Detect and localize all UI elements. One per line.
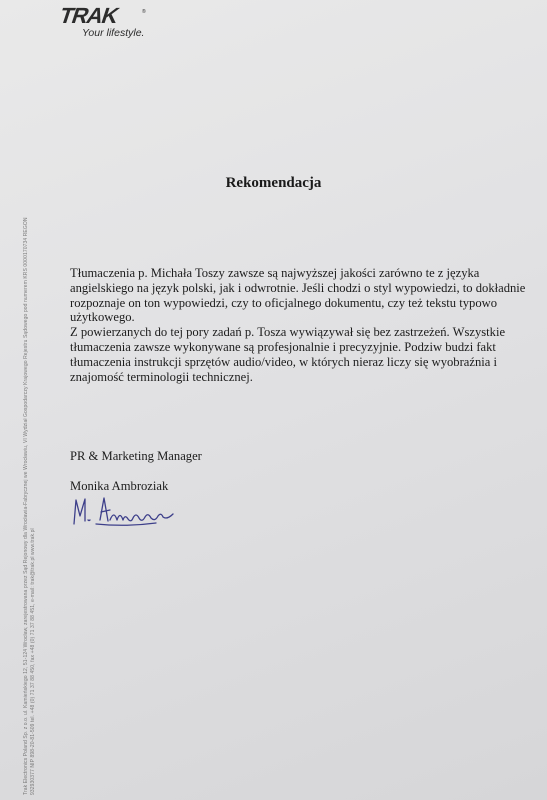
body-line: rozpoznaje on ton wypowiedzi, czy to oficjalnego dokumentu, czy też tekstu typowo bbox=[70, 295, 498, 310]
svg-text:®: ® bbox=[142, 9, 146, 15]
body-line: znajomość terminologii technicznej. bbox=[70, 369, 253, 384]
signer-role: PR & Marketing Manager bbox=[70, 449, 202, 463]
signature-block bbox=[70, 449, 202, 494]
body-line: Tłumaczenia p. Michała Toszy zawsze są najwyższej jakości zarówno te z języka bbox=[70, 266, 480, 280]
body-line: tłumaczenia zawsze wykonywane są profesjonalnie i precyzyjnie. Podziw budzi fakt bbox=[70, 339, 496, 354]
signer-name: Monika Ambroziak bbox=[70, 479, 169, 493]
svg-text:TRAK: TRAK bbox=[56, 4, 122, 28]
company-registration-strip bbox=[23, 195, 39, 795]
company-logo bbox=[52, 4, 162, 40]
body-line: użytkowego. bbox=[70, 310, 135, 325]
body-line: angielskiego na język polski, jak i odwrotnie. Jeśli chodzi o styl wypowiedzi, to dokładnie bbox=[70, 280, 526, 295]
letter-title: Rekomendacja bbox=[225, 175, 322, 191]
handwritten-signature bbox=[66, 494, 178, 528]
body-line: Z powierzanych do tej pory zadań p. Tosza wywiązywał się bez zastrzeżeń. Wszystkie bbox=[70, 325, 506, 340]
body-line: tłumaczenia instrukcji sprzętów audio/video, w których nieraz liczy się wyobraźnia i bbox=[70, 354, 497, 369]
svg-text:Your lifestyle.: Your lifestyle. bbox=[82, 27, 145, 39]
company-registration-text: Trak Electronics Poland Sp. z o.o. ul. Kamieńskiego 12, 51-124 Wrocław, zarejestrowana przez Sąd Rejonowy dla Wrocławia-Fabrycznej we Wrocławiu, VI Wydział Gospodarczy Krajowego Rejestru Sądowego pod numerem KRS 0000170734 REGON 932930377 NIP 898-20-81-509 tel. +48 (0) 71 37 88 450, fax +48 (0) 71 37 88 451, e-mail: trak@trak.pl www.trak.pl bbox=[23, 217, 36, 795]
letter-body bbox=[70, 266, 530, 384]
